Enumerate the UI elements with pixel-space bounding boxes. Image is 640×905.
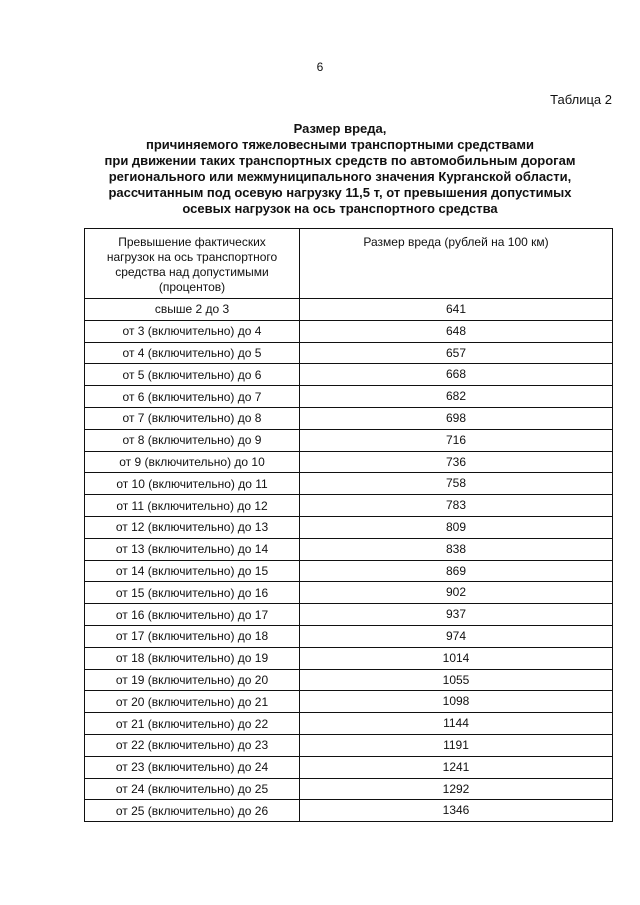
excess-range-cell: от 16 (включительно) до 17	[85, 604, 300, 626]
harm-value-cell: 783	[300, 495, 613, 517]
header-line: нагрузок на ось транспортного	[106, 250, 278, 264]
harm-value-cell: 657	[300, 342, 613, 364]
title-line: причиняемого тяжеловесными транспортными средствами	[145, 137, 534, 152]
header-harm-column: Размер вреда (рублей на 100 км)	[300, 229, 613, 299]
table-row	[85, 495, 613, 517]
harm-value-cell: 641	[300, 299, 613, 321]
table-row	[85, 451, 613, 473]
table-row	[85, 560, 613, 582]
header-line: средства над допустимыми	[115, 265, 269, 279]
excess-range-cell: от 23 (включительно) до 24	[85, 756, 300, 778]
table-row	[85, 473, 613, 495]
harm-value-cell: 937	[300, 604, 613, 626]
harm-value-cell: 1098	[300, 691, 613, 713]
excess-range-cell: от 10 (включительно) до 11	[85, 473, 300, 495]
harm-value-cell: 1292	[300, 778, 613, 800]
excess-range-cell: от 20 (включительно) до 21	[85, 691, 300, 713]
table-label: Таблица 2	[550, 92, 612, 107]
page-number: 6	[316, 60, 324, 74]
harm-value-cell: 1346	[300, 800, 613, 822]
harm-value-cell: 758	[300, 473, 613, 495]
table-header-row	[85, 229, 613, 299]
excess-range-cell: от 21 (включительно) до 22	[85, 713, 300, 735]
harm-value-cell: 902	[300, 582, 613, 604]
table-row	[85, 756, 613, 778]
harm-value-cell: 668	[300, 364, 613, 386]
excess-range-cell: от 6 (включительно) до 7	[85, 386, 300, 408]
document-title	[70, 121, 610, 217]
harm-value-cell: 1014	[300, 647, 613, 669]
excess-range-cell: от 18 (включительно) до 19	[85, 647, 300, 669]
table-row	[85, 647, 613, 669]
header-excess-column	[85, 229, 300, 299]
excess-range-cell: от 12 (включительно) до 13	[85, 516, 300, 538]
table-row	[85, 342, 613, 364]
header-line: Превышение фактических	[118, 235, 266, 249]
harm-value-cell: 974	[300, 625, 613, 647]
title-line: рассчитанным под осевую нагрузку 11,5 т, от превышения допустимых	[108, 185, 572, 200]
table-row	[85, 386, 613, 408]
table-row	[85, 669, 613, 691]
header-line: (процентов)	[158, 280, 226, 294]
excess-range-cell: свыше 2 до 3	[85, 299, 300, 321]
harm-value-cell: 716	[300, 429, 613, 451]
table-row	[85, 625, 613, 647]
harm-value-cell: 1144	[300, 713, 613, 735]
excess-range-cell: от 5 (включительно) до 6	[85, 364, 300, 386]
harm-value-cell: 736	[300, 451, 613, 473]
excess-range-cell: от 19 (включительно) до 20	[85, 669, 300, 691]
table-row	[85, 604, 613, 626]
excess-range-cell: от 9 (включительно) до 10	[85, 451, 300, 473]
excess-range-cell: от 3 (включительно) до 4	[85, 320, 300, 342]
title-line: Размер вреда,	[293, 121, 387, 136]
excess-range-cell: от 25 (включительно) до 26	[85, 800, 300, 822]
harm-value-cell: 1241	[300, 756, 613, 778]
harm-value-cell: 1055	[300, 669, 613, 691]
table-row	[85, 299, 613, 321]
title-line: при движении таких транспортных средств по автомобильным дорогам	[104, 153, 576, 168]
table-row	[85, 516, 613, 538]
harm-value-cell: 698	[300, 407, 613, 429]
title-line: осевых нагрузок на ось транспортного средства	[182, 201, 498, 216]
table-row	[85, 320, 613, 342]
table-row	[85, 429, 613, 451]
harm-value-cell: 682	[300, 386, 613, 408]
excess-range-cell: от 24 (включительно) до 25	[85, 778, 300, 800]
table-row	[85, 691, 613, 713]
harm-table	[84, 228, 613, 822]
table-row	[85, 582, 613, 604]
excess-range-cell: от 11 (включительно) до 12	[85, 495, 300, 517]
table-row	[85, 407, 613, 429]
excess-range-cell: от 17 (включительно) до 18	[85, 625, 300, 647]
harm-value-cell: 809	[300, 516, 613, 538]
excess-range-cell: от 7 (включительно) до 8	[85, 407, 300, 429]
table-row	[85, 778, 613, 800]
excess-range-cell: от 15 (включительно) до 16	[85, 582, 300, 604]
excess-range-cell: от 13 (включительно) до 14	[85, 538, 300, 560]
excess-range-cell: от 8 (включительно) до 9	[85, 429, 300, 451]
harm-value-cell: 838	[300, 538, 613, 560]
title-line: регионального или межмуниципального значения Курганской области,	[108, 169, 572, 184]
table-row	[85, 713, 613, 735]
harm-value-cell: 1191	[300, 734, 613, 756]
excess-range-cell: от 22 (включительно) до 23	[85, 734, 300, 756]
table-row	[85, 538, 613, 560]
table-row	[85, 364, 613, 386]
excess-range-cell: от 14 (включительно) до 15	[85, 560, 300, 582]
harm-value-cell: 648	[300, 320, 613, 342]
excess-range-cell: от 4 (включительно) до 5	[85, 342, 300, 364]
table-row	[85, 800, 613, 822]
harm-value-cell: 869	[300, 560, 613, 582]
table-row	[85, 734, 613, 756]
